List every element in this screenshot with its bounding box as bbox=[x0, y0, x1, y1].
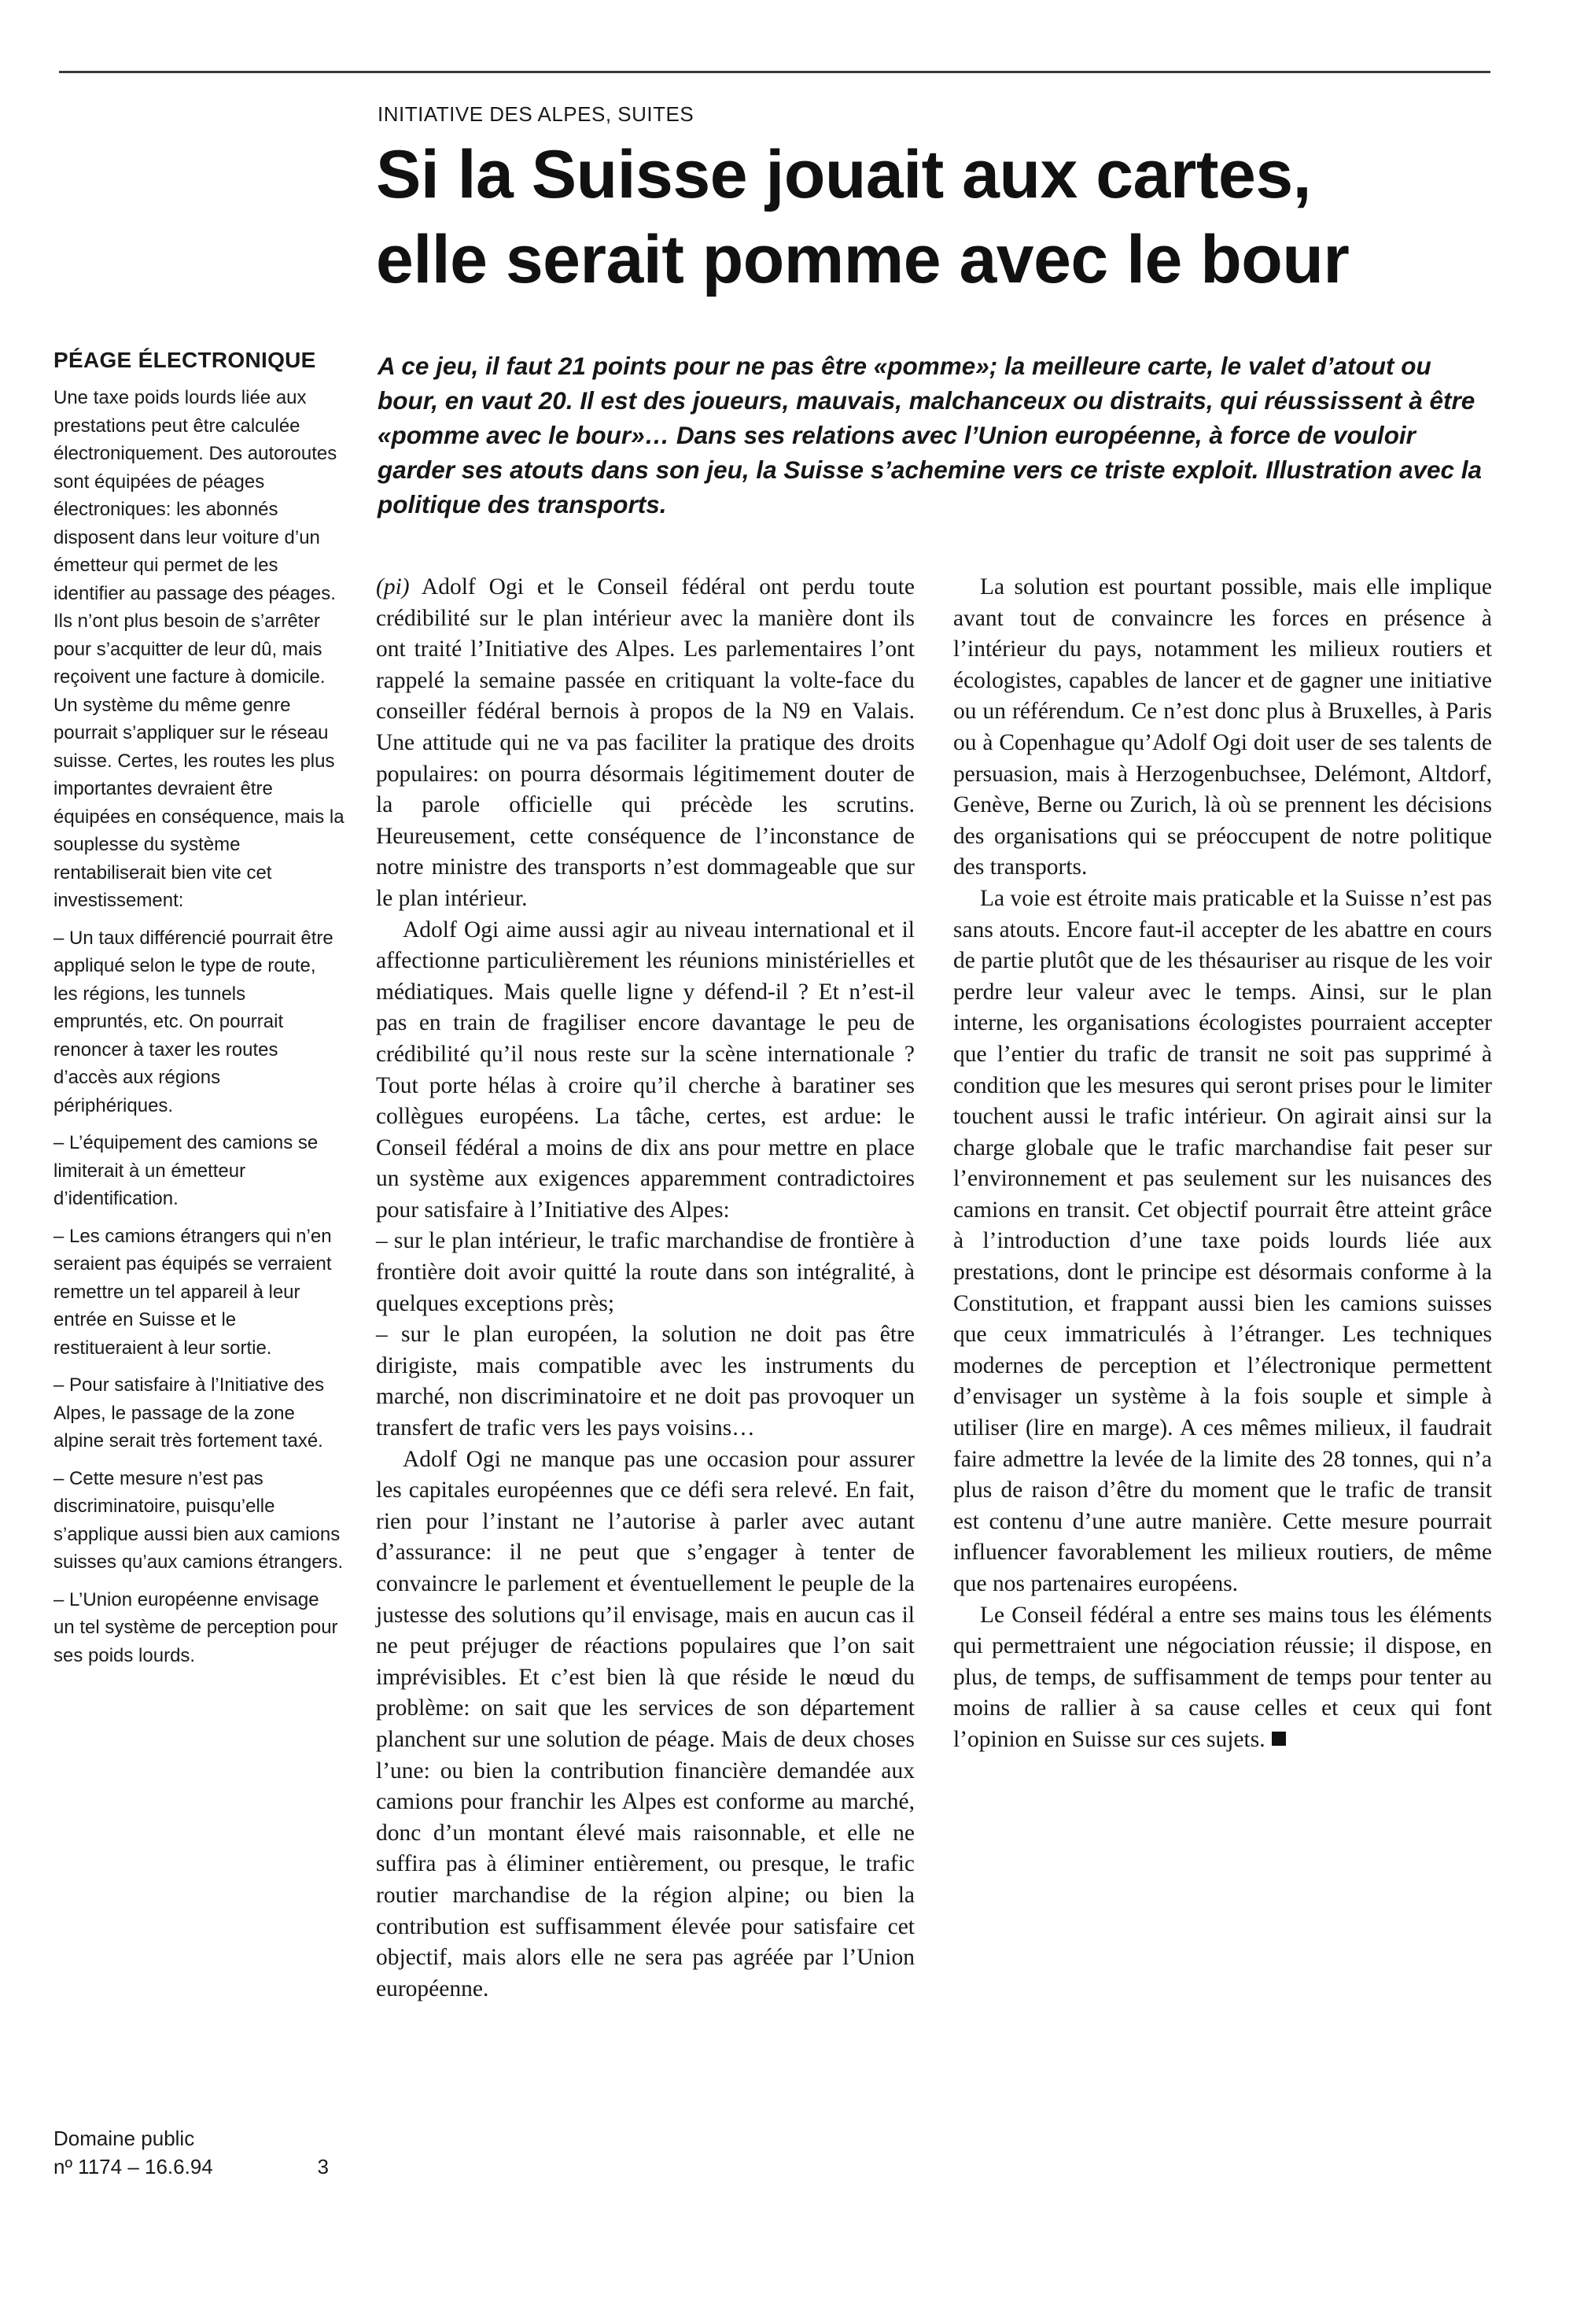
body-dash-item-2: – sur le plan européen, la solution ne doit pas être dirigiste, mais compatible avec les instruments du marché, non discriminatoire et ne doit pas provoquer un transfert de trafic vers les pays voisins… bbox=[376, 1322, 915, 1441]
body-paragraph-4: La solution est pourtant possible, mais elle implique avant tout de convaincre les forces en présence à l’intérieur du pays, notamment les milieux routiers et écologistes, capables de lancer et de gagner une initiative ou un référendum. Ce n’est donc plus à Bruxelles, à Paris ou à Copenhague qu’Adolf Ogi doit user de ses talents de persuasion, mais à Herzogenbuchsee, Delémont, Altdorf, Genève, Berne ou Zurich, là où se prennent les décisions des organisations qui se préoccupent de notre politique des transports. bbox=[953, 574, 1492, 880]
sidebar-list bbox=[53, 924, 344, 1670]
publication-name: Domaine public bbox=[53, 2127, 195, 2150]
end-mark-icon bbox=[1272, 1732, 1286, 1746]
sidebar-title: PÉAGE ÉLECTRONIQUE bbox=[53, 348, 316, 372]
sidebar-intro: Une taxe poids lourds liée aux prestations peut être calculée électroniquement. Des autoroutes sont équipées de péages électroniques: les abonnés disposent dans leur voiture d’un émetteur qui permet de les identifier au passage des péages. Ils n’ont plus besoin de s’arrêter pour s’acquitter de leur dû, mais reçoivent une facture à domicile. Un système du même genre pourrait s’appliquer sur le réseau suisse. Certes, les routes les plus importantes devraient être équipées en conséquence, mais la souplesse du système rentabiliserait bien vite cet investissement: bbox=[53, 387, 344, 911]
sidebar-list-item: – Un taux différencié pourrait être appliqué selon le type de route, les régions, les tunnels empruntés, etc. On pourrait renoncer à taxer les routes d’accès aux régions périphériques. bbox=[53, 924, 344, 1120]
sidebar-list-item: – L’équipement des camions se limiterait à un émetteur d’identification. bbox=[53, 1129, 344, 1213]
sidebar-list-item: – Les camions étrangers qui n’en seraient pas équipés se verraient remettre un tel appareil à leur entrée en Suisse et le restitueraient à leur sortie. bbox=[53, 1223, 344, 1363]
sidebar-list-item: – L’Union européenne envisage un tel système de perception pour ses poids lourds. bbox=[53, 1586, 344, 1670]
body-paragraph-3: Adolf Ogi ne manque pas une occasion pour assurer les capitales européennes que ce défi sera relevé. En fait, rien pour l’instant ne l’autorise à parler avec autant d’assurance: il ne peut que s’engager à tenter de convaincre le parlement et éventuellement le peuple de la justesse des solutions qu’il envisage, mais en aucun cas il ne peut préjuger de réactions populaires que l’on sait imprévisibles. Et c’est bien là que réside le nœud du problème: on sait que les services de son département planchent sur une solution de péage. Mais de deux choses l’une: ou bien la contribution financière demandée aux camions pour franchir les Alpes est conforme au marché, donc d’un montant élevé mais raisonnable, et elle ne suffira pas à éliminer entièrement, ou presque, le trafic routier marchandise de la région alpine; ou bien la contribution est suffisamment élevée pour satisfaire cet objectif, mais alors elle ne sera pas agréée par l’Union européenne. bbox=[376, 1446, 915, 2001]
issue-info: nº 1174 – 16.6.94 bbox=[53, 2155, 213, 2178]
body-paragraph-2: Adolf Ogi aime aussi agir au niveau international et il affectionne particulièrement les réunions ministérielles et médiatiques. Mais quelle ligne y défend-il ? Et n’est-il pas en train de fragiliser encore davantage le peu de crédibilité qu’il nous reste sur la scène internationale ? Tout porte hélas à croire qu’il cherche à baratiner ses collègues européens. La tâche, certes, est ardue: le Conseil fédéral a moins de dix ans pour mettre en place un système aux exigences apparemment contradictoires pour satisfaire à l’Initiative des Alpes: bbox=[376, 917, 915, 1223]
body-paragraph-5: La voie est étroite mais praticable et la Suisse n’est pas sans atouts. Encore faut-il accepter de les abattre en cours de partie plutôt que de les thésauriser au risque de les voir perdre leur valeur avec le temps. Ainsi, sur le plan interne, les organisations écologistes pourraient accepter que l’entier du trafic de transit ne soit pas supprimé à condition que les mesures qui seront prises pour le limiter touchent aussi le trafic intérieur. On agirait ainsi sur la charge globale que le trafic marchandise fait peser sur l’environnement et pas seulement sur les nuisances des camions en transit. Cet objectif pourrait être atteint grâce à l’introduction d’une taxe poids lourds liée aux prestations, dont le principe est désormais conforme à la Constitution, et frappant aussi bien les camions suisses que ceux immatriculés à l’étranger. Les techniques modernes de perception et l’électronique permettent d’envisager un système à la fois souple et simple à utiliser (lire en marge). A ces mêmes milieux, il faudrait faire admettre la levée de la limite des 28 tonnes, qui n’a plus de raison d’être du moment que le trafic de transit est contenu d’une autre manière. Cette mesure pourrait influencer favorablement les milieux routiers, de même que nos partenaires européens. bbox=[953, 885, 1492, 1596]
top-rule bbox=[59, 71, 1490, 73]
sidebar-list-item: – Cette mesure n’est pas discriminatoire, puisqu’elle s’applique aussi bien aux camions suisses qu’aux camions étrangers. bbox=[53, 1465, 344, 1577]
page-footer bbox=[53, 2124, 344, 2181]
article-headline bbox=[376, 132, 1493, 302]
body-column-1 bbox=[376, 572, 915, 2005]
article-lead: A ce jeu, il faut 21 points pour ne pas être «pomme»; la meilleure carte, le valet d’atout ou bour, en vaut 20. Il est des joueurs, mauvais, malchanceux ou distraits, qui réussissent à être «pomme avec le bour»… Dans ses relations avec l’Union européenne, à force de vouloir garder ses atouts dans son jeu, la Suisse s’achemine vers ce triste exploit. Illustration avec la politique des transports. bbox=[378, 352, 1483, 518]
body-column-2 bbox=[953, 572, 1492, 1756]
author-initials: (pi) bbox=[376, 574, 410, 599]
body-paragraph-1-text: Adolf Ogi et le Conseil fédéral ont perdu toute crédibilité sur le plan intérieur avec la manière dont ils ont traité l’Initiative des Alpes. Les parlementaires l’ont rappelé la semaine passée en critiquant la volte-face du conseiller fédéral bernois à propos de la N9 en Valais. Une attitude qui ne va pas faciliter la pratique des droits populaires: on pourra désormais légitimement douter de la parole officielle qui précède les scrutins. Heureusement, cette conséquence de l’inconstance de notre ministre des transports n’est dommageable que sur le plan intérieur. bbox=[376, 574, 915, 911]
sidebar-peage-electronique bbox=[53, 346, 344, 1669]
article-kicker: INITIATIVE DES ALPES, SUITES bbox=[378, 102, 694, 126]
body-paragraph-1 bbox=[376, 572, 915, 915]
body-paragraph-6 bbox=[953, 1600, 1492, 1756]
page-number: 3 bbox=[317, 2155, 329, 2178]
body-dash-item-1: – sur le plan intérieur, le trafic marchandise de frontière à frontière doit avoir quitté la route dans son intégralité, à quelques exceptions près; bbox=[376, 1228, 915, 1316]
sidebar-list-item: – Pour satisfaire à l’Initiative des Alpes, le passage de la zone alpine serait très fortement taxé. bbox=[53, 1371, 344, 1455]
headline-line-1: Si la Suisse jouait aux cartes, bbox=[376, 137, 1312, 212]
body-paragraph-6-text: Le Conseil fédéral a entre ses mains tous les éléments qui permettraient une négociation réussie; il dispose, en plus, de temps, de suffisamment de temps pour tenter au moins de rallier à sa cause celles et ceux qui font l’opinion en Suisse sur ces sujets. bbox=[953, 1602, 1492, 1752]
headline-line-2: elle serait pomme avec le bour bbox=[376, 222, 1350, 297]
